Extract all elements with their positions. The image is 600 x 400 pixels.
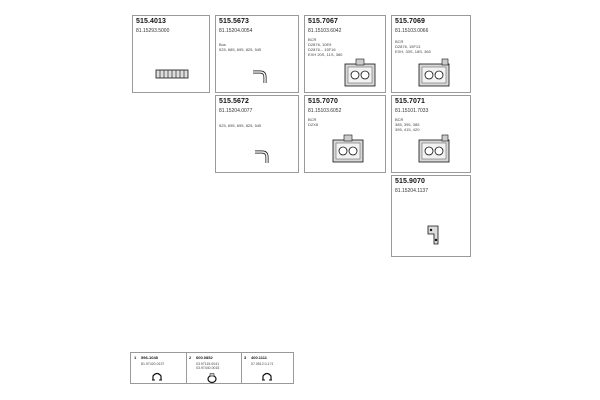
application-notes: BCR 385, 395, 385 395, 415, 420	[395, 117, 420, 132]
muffler-icon	[341, 58, 379, 90]
part-number: 515.5672	[219, 98, 249, 105]
muffler-icon	[416, 58, 452, 90]
application-notes: BCR D2876, 10E9 D2876... 15F16 EXH 20S, 11S, 360	[308, 37, 343, 57]
part-card[interactable]	[215, 95, 299, 173]
accessory-item[interactable]	[186, 353, 241, 385]
oem-number: 81.15293.5000	[136, 28, 170, 34]
flex-pipe-icon	[155, 68, 189, 80]
application-notes: Bus 525, 685, 695, 825, 545	[219, 42, 262, 52]
clamp-icon	[261, 371, 273, 382]
part-number: 515.5673	[219, 18, 249, 25]
oem-number: 81.15204.1137	[395, 188, 428, 194]
accessory-reference: 07.0512.0.1?1	[251, 362, 274, 366]
part-number: 515.4013	[136, 18, 166, 25]
part-number: 515.9070	[395, 178, 425, 185]
accessory-item[interactable]	[241, 353, 295, 385]
part-card[interactable]	[132, 15, 210, 93]
accessories-bar	[130, 352, 294, 384]
accessory-part-number: 600.0852	[196, 355, 213, 360]
bracket-icon	[425, 224, 441, 246]
accessory-part-number: 400.1111	[251, 355, 268, 360]
application-notes: BCR D2X8	[308, 117, 319, 127]
application-notes: 525, 695, 695, 825, 545	[219, 123, 262, 128]
application-notes: BCR D2876, 15F13 EXH, 33S, 18S, 360	[395, 39, 431, 54]
part-card[interactable]	[391, 15, 471, 93]
part-card[interactable]	[304, 15, 386, 93]
clamp-icon	[151, 371, 163, 382]
part-card[interactable]	[215, 15, 299, 93]
accessory-reference: 81.97420.0137	[141, 362, 165, 366]
part-card[interactable]	[391, 175, 471, 257]
part-number: 515.7067	[308, 18, 338, 25]
bent-pipe-icon	[250, 68, 268, 86]
muffler-icon	[329, 134, 367, 166]
oem-number: 81.15204.0054	[219, 28, 253, 34]
oem-number: 81.15103.0066	[395, 28, 429, 34]
part-number: 515.7071	[395, 98, 425, 105]
accessory-item[interactable]	[131, 353, 186, 385]
part-number: 515.7070	[308, 98, 338, 105]
accessory-index: 2	[189, 355, 192, 360]
oem-number: 81.15103.6042	[308, 28, 342, 34]
muffler-icon	[416, 134, 452, 166]
accessory-part-number: 596-1048	[141, 355, 158, 360]
part-number: 515.7069	[395, 18, 425, 25]
bent-pipe-icon	[252, 148, 270, 166]
oem-number: 81.15204.0077	[219, 108, 253, 114]
accessory-index: 1	[134, 355, 137, 360]
part-card[interactable]	[304, 95, 386, 173]
accessory-index: 3	[244, 355, 247, 360]
oem-number: 81.15101.7033	[395, 108, 429, 114]
oem-number: 81.15103.6052	[308, 108, 342, 114]
part-card[interactable]	[391, 95, 471, 173]
clamp-icon	[206, 373, 218, 384]
accessory-reference: 03.97115.0041 03.97440.0015	[196, 362, 220, 370]
